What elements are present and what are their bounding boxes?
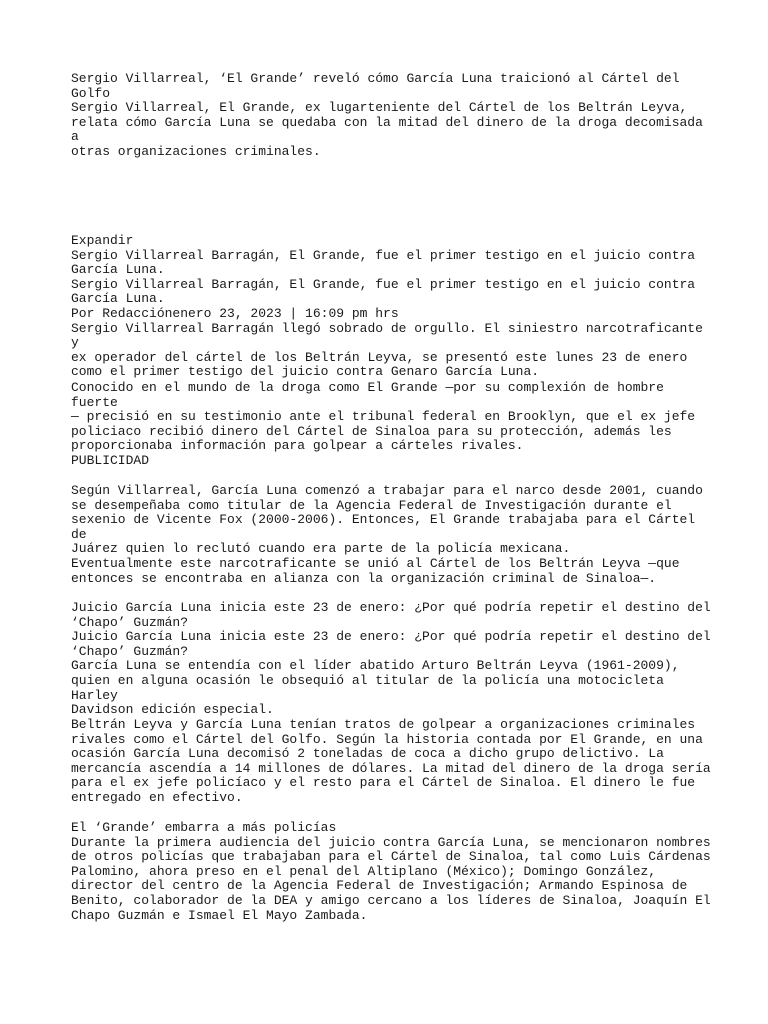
publicidad-label: PUBLICIDAD: [71, 453, 150, 468]
paragraph-beltran: Beltrán Leyva y García Luna tenían tratos de golpear a organizaciones criminales rivales como el Cártel del Golfo. Según la historia contada por El Grande, en una ocasión García Luna decomisó 2 toneladas de coca a dicho grupo delictivo. La mercancía ascendía a 14 millones de dólares. La mitad del dinero de la droga sería para el ex jefe policíaco y el resto para el Cártel de Sinaloa. El dinero le fue entregado en efectivo.: [71, 717, 711, 805]
paragraph-eventualmente: Eventualmente este narcotraficante se unió al Cártel de los Beltrán Leyva —que entonces se encontraba en alianza con la organización criminal de Sinaloa—.: [71, 556, 680, 586]
article-intro: Expandir Sergio Villarreal Barragán, El Grande, fue el primer testigo en el juicio contra García Luna. Sergio Villarreal Barragán, El Grande, fue el primer testigo en el juicio contra García Luna. Por Redacciónenero 23, 2023 | 16:09 pm hrs Sergio Villarreal Barragán llegó sobrado de orgullo. El siniestro narcotraficante y ex operador del cártel de los Beltrán Leyva, se presentó este lunes 23 de enero como el primer testigo del juicio contra Genaro García Luna.: [71, 233, 703, 380]
paragraph-conocido: Conocido en el mundo de la droga como El Grande —por su complexión de hombre fuerte — precisió en su testimonio ante el tribunal federal en Brooklyn, que el ex jefe policiaco recibió dinero del Cártel de Sinaloa para su protección, además les proporcionaba información para golpear a cárteles rivales.: [71, 380, 696, 454]
article-header: Sergio Villarreal, ‘El Grande’ reveló cómo García Luna traicionó al Cártel del Golfo Sergio Villarreal, El Grande, ex lugarteniente del Cártel de los Beltrán Leyva, relata cómo García Luna se quedaba con la mitad del dinero de la droga decomisada a otras organizaciones criminales.: [71, 71, 703, 159]
paragraph-embarra: El ‘Grande’ embarra a más policías Durante la primera audiencia del juicio contra García Luna, se mencionaron nombres de otros policías que trabajaban para el Cártel de Sinaloa, tal como Luis Cárdenas Palomino, ahora preso en el penal del Altiplano (México); Domingo González, director del centro de la Agencia Federal de Investigación; Armando Espinosa de Benito, colaborador de la DEA y amigo cercano a los líderes de Sinaloa, Joaquín El Chapo Guzmán e Ismael El Mayo Zambada.: [71, 820, 711, 923]
paragraph-juicio: Juicio García Luna inicia este 23 de enero: ¿Por qué podría repetir el destino del ‘Chapo’ Guzmán? Juicio García Luna inicia este 23 de enero: ¿Por qué podría repetir el destino del ‘Chapo’ Guzmán? García Luna se entendía con el líder abatido Arturo Beltrán Leyva (1961-2009), quien en alguna ocasión le obsequió al titular de la policía una motocicleta Harley Davidson edición especial.: [71, 600, 711, 718]
paragraph-segun: Según Villarreal, García Luna comenzó a trabajar para el narco desde 2001, cuando se desempeñaba como titular de la Agencia Federal de Investigación durante el sexenio de Vicente Fox (2000-2006). Entonces, El Grande trabajaba para el Cártel de Juárez quien lo reclutó cuando era parte de la policía mexicana.: [71, 483, 703, 557]
